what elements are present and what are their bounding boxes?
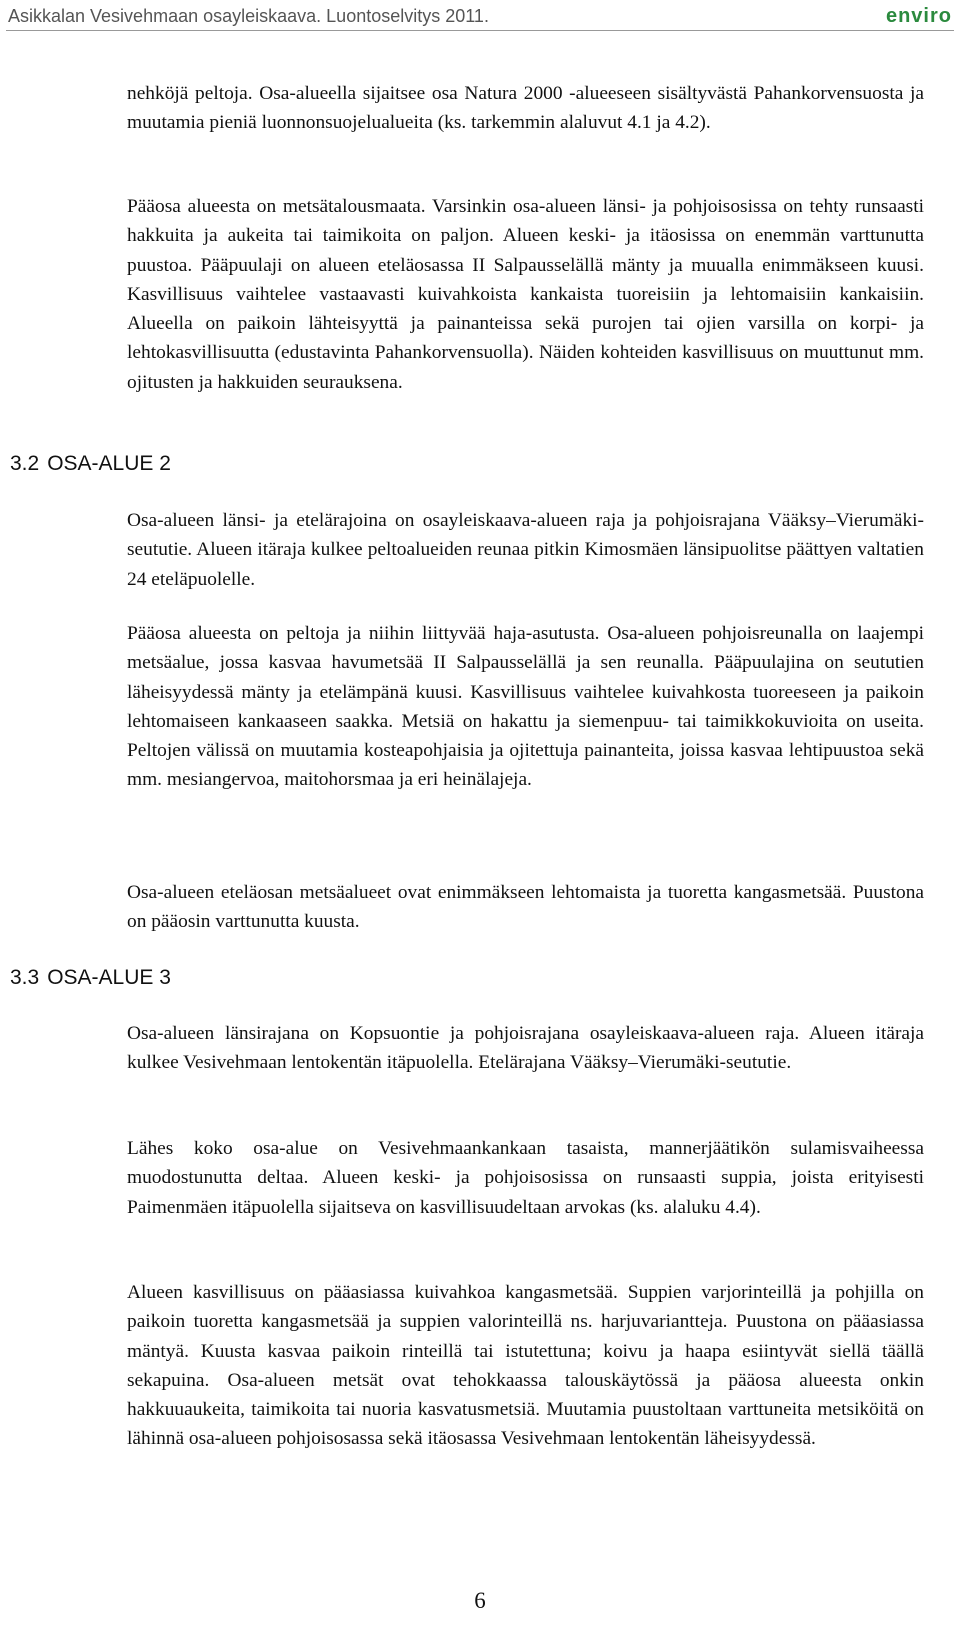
- header-divider: [6, 30, 954, 31]
- section-3-2-paragraph-1: Osa-alueen länsi- ja etelärajoina on osayleiskaava-alueen raja ja pohjoisrajana Vääksy–Vierumäki-seututie. Alueen itäraja kulkee peltoalueiden reunaa pitkin Kimosmäen länsipuolitse päättyen valtatien 24 eteläpuolelle.: [127, 510, 924, 590]
- intro-paragraph-2: Pääosa alueesta on metsätalousmaata. Varsinkin osa-alueen länsi- ja pohjoisosissa on tehty runsaasti hakkuita ja aukeita tai taimikoita on paljon. Alueen keski- ja itäosissa on enemmän varttunutta puustoa. Pääpuulaji on alueen eteläosassa II Salpausselällä mänty ja muualla enimmäkseen kuusi. Kasvillisuus vaihtelee vastaavasti kuivahkoista kankaista tuoreisiin ja lehtomaisiin kankaisiin. Alueella on paikoin lähteisyyttä ja painanteissa sekä purojen tai ojien varsilla on korpi- ja lehtokasvillisuutta (edustavinta Pahankorvensuolla). Näiden kohteiden kasvillisuus on muuttunut mm. ojitusten ja hakkuiden seurauksena.: [127, 196, 924, 393]
- section-title: OSA-ALUE 2: [47, 452, 171, 475]
- section-3-3-paragraph-2: Lähes koko osa-alue on Vesivehmaankankaan tasaista, mannerjäätikön sulamisvaiheessa muodostunutta deltaa. Alueen keski- ja pohjoisosissa on runsaasti suppia, joista erityisesti Paimenmäen itäpuolella sijaitseva on kasvillisuudeltaan arvokas (ks. alaluku 4.4).: [127, 1138, 924, 1218]
- document-title: Asikkalan Vesivehmaan osayleiskaava. Luontoselvitys 2011.: [8, 5, 489, 26]
- section-number: 3.2: [10, 452, 40, 475]
- section-heading-3-2: [10, 452, 171, 476]
- section-number: 3.3: [10, 966, 40, 989]
- section-title: OSA-ALUE 3: [47, 966, 171, 989]
- section-heading-3-3: [10, 966, 171, 990]
- intro-paragraph-1: nehköjä peltoja. Osa-alueella sijaitsee osa Natura 2000 -alueeseen sisältyvästä Pahankorvensuosta ja muutamia pieniä luonnonsuojelualueita (ks. tarkemmin alaluvut 4.1 ja 4.2).: [127, 83, 924, 134]
- page-header: [0, 0, 960, 30]
- section-3-3-paragraph-3: Alueen kasvillisuus on pääasiassa kuivahkoa kangasmetsää. Suppien varjorinteillä ja pohjilla on paikoin tuoretta kangasmetsää ja suppien valorinteillä ns. harjuvariantteja. Puustona on pääasiassa mäntyä. Kuusta kasvaa paikoin rinteillä tai istutettuna; koivu ja haapa esiintyvät siellä täällä sekapuina. Osa-alueen metsät ovat tehokkaassa talouskäytössä ja pääosa alueesta onkin hakkuuaukeita, taimikoita tai nuoria kasvatusmetsiä. Muutamia puustoltaan varttuneita metsiköitä on lähinnä osa-alueen pohjoisosassa sekä itäosassa Vesivehmaan lentokentän läheisyydessä.: [127, 1282, 924, 1450]
- section-3-3-paragraph-1: Osa-alueen länsirajana on Kopsuontie ja pohjoisrajana osayleiskaava-alueen raja. Alueen itäraja kulkee Vesivehmaan lentokentän itäpuolella. Etelärajana Vääksy–Vierumäki-seututie.: [127, 1023, 924, 1074]
- enviro-logo: [886, 5, 952, 28]
- section-3-2-paragraph-2: Pääosa alueesta on peltoja ja niihin liittyvää haja-asutusta. Osa-alueen pohjoisreunalla on laajempi metsäalue, jossa kasvaa havumetsää II Salpausselällä ja sen reunalla. Pääpuulajina on seututien läheisyydessä mänty ja etelämpänä kuusi. Kasvillisuus vaihtelee kuivahkosta tuoreeseen ja paikoin lehtomaiseen kankaaseen saakka. Metsiä on hakattu ja siemenpuu- tai taimikkokuvioita on useita. Peltojen välissä on muutamia kosteapohjaisia ja ojitettuja painanteita, joissa kasvaa lehtipuustoa sekä mm. mesiangervoa, maitohorsmaa ja eri heinälajeja.: [127, 623, 924, 791]
- section-3-2-paragraph-3: Osa-alueen eteläosan metsäalueet ovat enimmäkseen lehtomaista ja tuoretta kangasmetsää. Puustona on pääosin varttunutta kuusta.: [127, 882, 924, 933]
- page-number: 6: [474, 1588, 486, 1613]
- enviro-logo-text: enviro: [885, 4, 952, 27]
